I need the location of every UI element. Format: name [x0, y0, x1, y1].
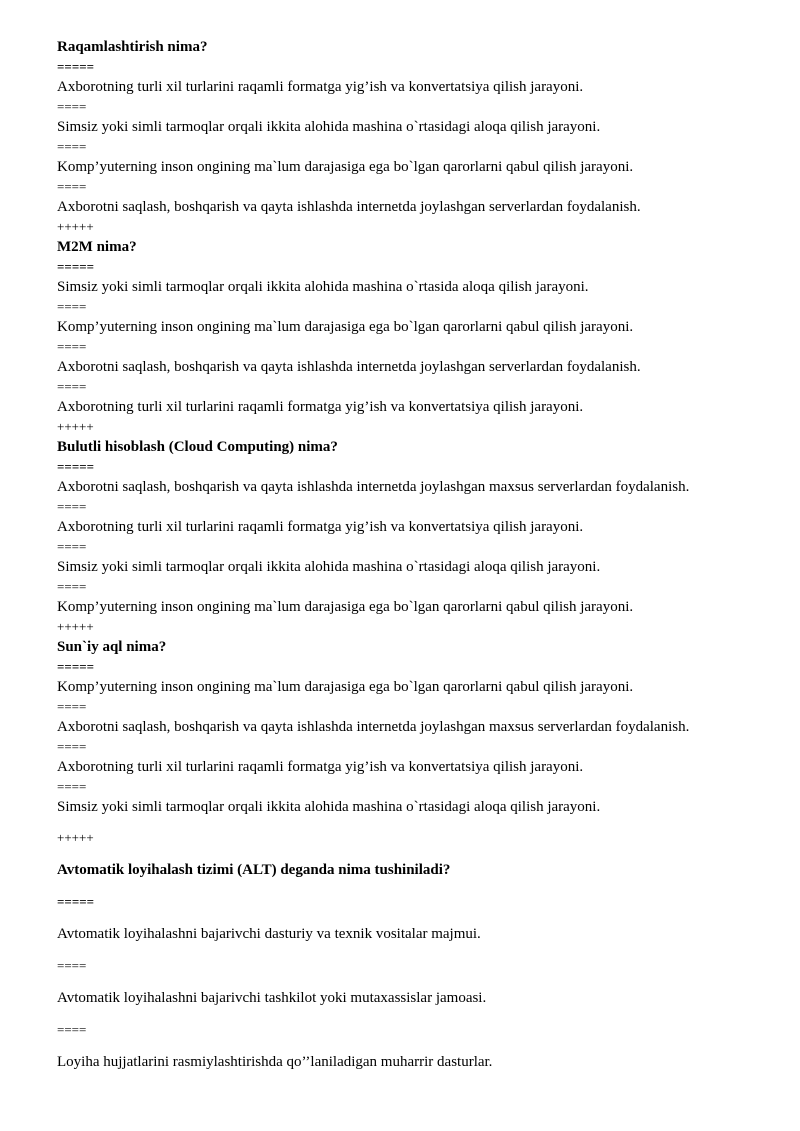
answer-option: Axborotni saqlash, boshqarish va qayta ishlashda internetda joylashgan maxsus serverlardan foydalanish.: [57, 479, 690, 495]
question-block: [57, 828, 777, 1072]
correct-separator: =====: [57, 459, 95, 474]
correct-separator: =====: [57, 59, 95, 74]
answer-option: Axborotning turli xil turlarini raqamli formatga yig’ish va konvertatsiya qilish jarayoni.: [57, 759, 584, 775]
answer-option: Axborotning turli xil turlarini raqamli formatga yig’ish va konvertatsiya qilish jarayoni.: [57, 519, 584, 535]
option-separator: ====: [57, 179, 87, 194]
answer-option: Axborotning turli xil turlarini raqamli formatga yig’ish va konvertatsiya qilish jarayoni.: [57, 399, 584, 415]
answer-option: Simsiz yoki simli tarmoqlar orqali ikkita alohida mashina o`rtasida aloqa qilish jarayoni.: [57, 279, 589, 295]
answer-option: Komp’yuterning inson ongining ma`lum darajasiga ega bo`lgan qarorlarni qabul qilish jarayoni.: [57, 599, 634, 615]
answer-option: Axborotni saqlash, boshqarish va qayta ishlashda internetda joylashgan serverlardan foydalanish.: [57, 359, 641, 375]
question-separator: +++++: [57, 619, 94, 634]
option-separator: ====: [57, 739, 87, 754]
correct-separator: =====: [57, 894, 95, 909]
question-title: Bulutli hisoblash (Cloud Computing) nima?: [57, 439, 338, 455]
answer-option: Simsiz yoki simli tarmoqlar orqali ikkita alohida mashina o`rtasidagi aloqa qilish jarayoni.: [57, 119, 601, 135]
question-separator: +++++: [57, 419, 94, 434]
question-block: [57, 637, 777, 817]
option-separator: ====: [57, 579, 87, 594]
option-separator: ====: [57, 139, 87, 154]
option-separator: ====: [57, 779, 87, 794]
question-block: [57, 437, 777, 637]
answer-option: Avtomatik loyihalashni bajarivchi dasturiy va texnik vositalar majmui.: [57, 926, 481, 942]
correct-separator: =====: [57, 659, 95, 674]
option-separator: ====: [57, 299, 87, 314]
option-separator: ====: [57, 379, 87, 394]
answer-option: Axborotni saqlash, boshqarish va qayta ishlashda internetda joylashgan serverlardan foydalanish.: [57, 199, 641, 215]
answer-option: Axborotning turli xil turlarini raqamli formatga yig’ish va konvertatsiya qilish jarayoni.: [57, 79, 584, 95]
option-separator: ====: [57, 1022, 87, 1037]
answer-option: Komp’yuterning inson ongining ma`lum darajasiga ega bo`lgan qarorlarni qabul qilish jarayoni.: [57, 159, 634, 175]
option-separator: ====: [57, 499, 87, 514]
answer-option: Avtomatik loyihalashni bajarivchi tashkilot yoki mutaxassislar jamoasi.: [57, 990, 487, 1006]
question-block: [57, 237, 777, 437]
answer-option: Simsiz yoki simli tarmoqlar orqali ikkita alohida mashina o`rtasidagi aloqa qilish jarayoni.: [57, 799, 601, 815]
question-title: Raqamlashtirish nima?: [57, 39, 208, 55]
correct-separator: =====: [57, 259, 95, 274]
option-separator: ====: [57, 339, 87, 354]
question-separator: +++++: [57, 830, 94, 845]
question-separator: +++++: [57, 219, 94, 234]
option-separator: ====: [57, 958, 87, 973]
question-title: Avtomatik loyihalash tizimi (ALT) deganda nima tushiniladi?: [57, 862, 451, 878]
question-block: [57, 37, 777, 237]
document-page: [57, 37, 777, 1072]
answer-option: Axborotni saqlash, boshqarish va qayta ishlashda internetda joylashgan maxsus serverlardan foydalanish.: [57, 719, 690, 735]
answer-option: Loyiha hujjatlarini rasmiylashtirishda qo’’laniladigan muharrir dasturlar.: [57, 1054, 493, 1070]
option-separator: ====: [57, 539, 87, 554]
question-title: M2M nima?: [57, 239, 137, 255]
answer-option: Komp’yuterning inson ongining ma`lum darajasiga ega bo`lgan qarorlarni qabul qilish jarayoni.: [57, 319, 634, 335]
option-separator: ====: [57, 99, 87, 114]
answer-option: Komp’yuterning inson ongining ma`lum darajasiga ega bo`lgan qarorlarni qabul qilish jarayoni.: [57, 679, 634, 695]
option-separator: ====: [57, 699, 87, 714]
answer-option: Simsiz yoki simli tarmoqlar orqali ikkita alohida mashina o`rtasidagi aloqa qilish jarayoni.: [57, 559, 601, 575]
question-title: Sun`iy aql nima?: [57, 639, 167, 655]
